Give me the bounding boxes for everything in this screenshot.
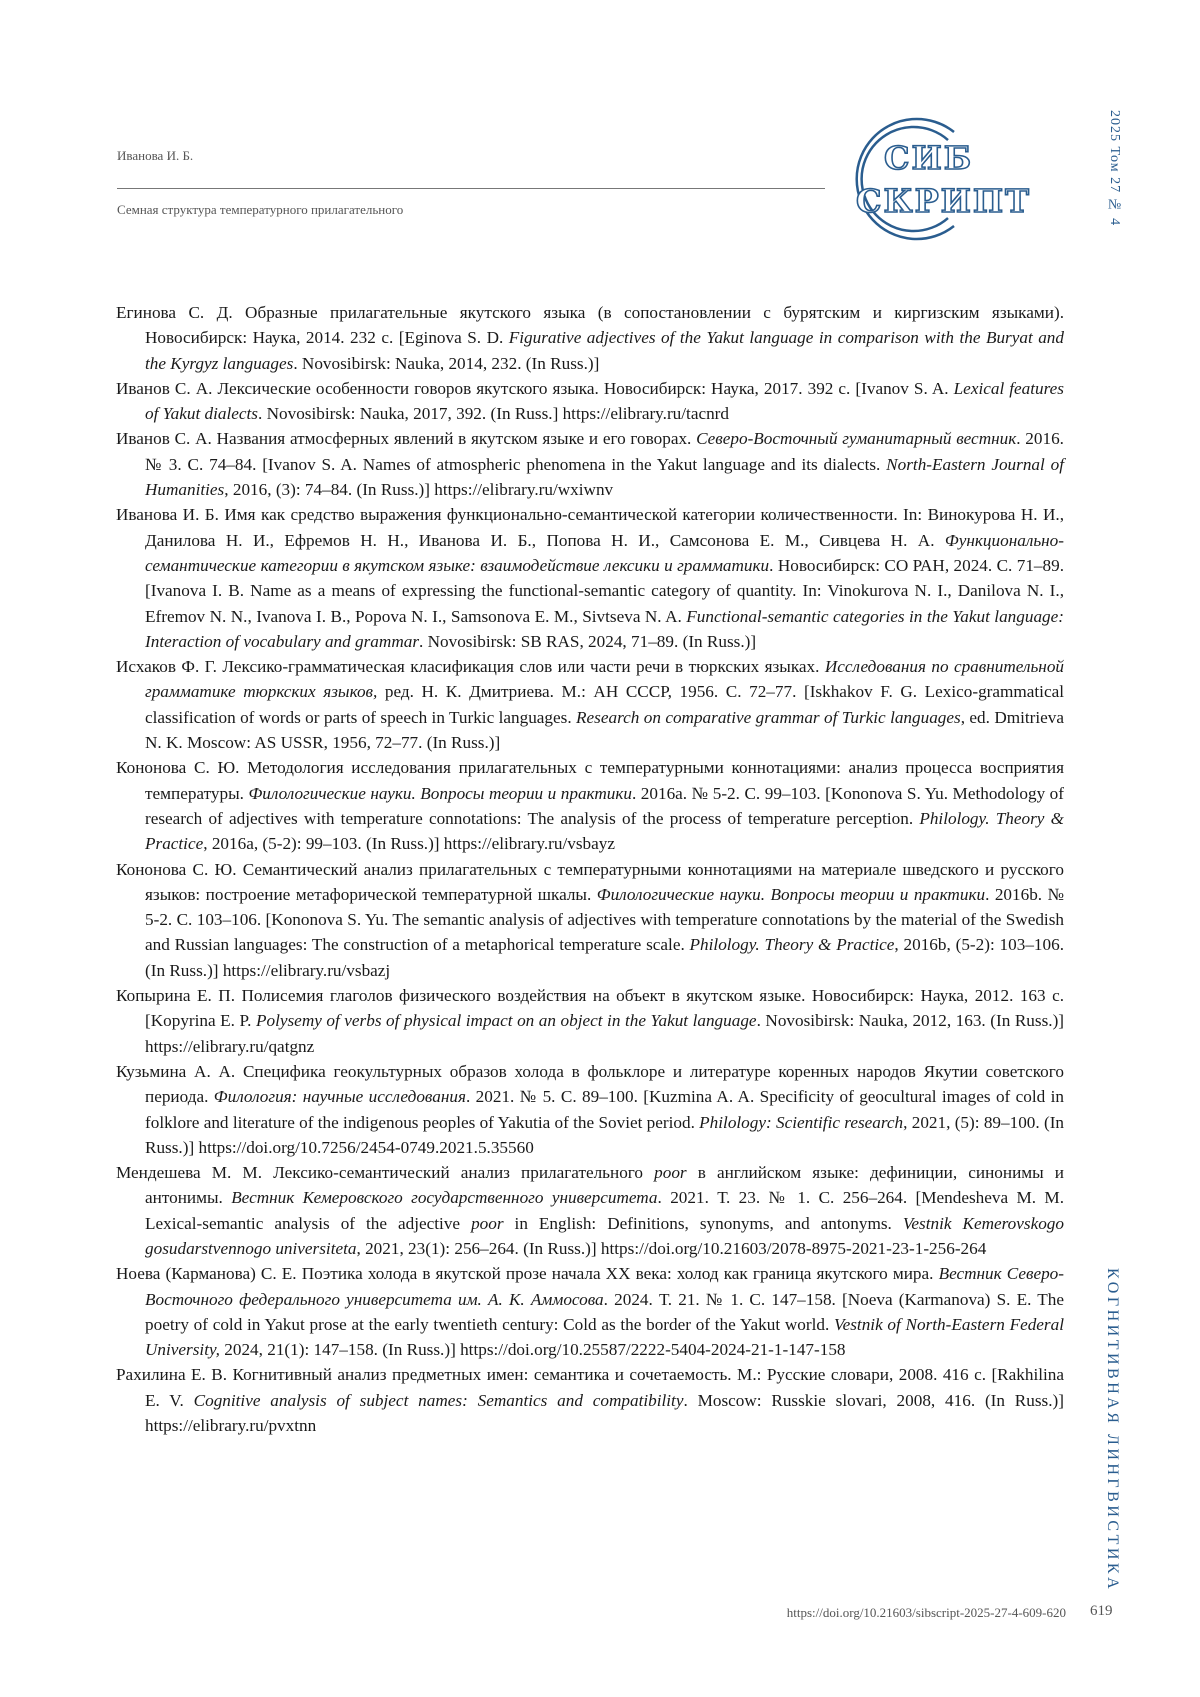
- reference-italic-text: Вестник Кемеровского государственного университета: [231, 1188, 658, 1208]
- reference-item: [116, 426, 1064, 502]
- reference-italic-text: Philology. Theory & Practice: [689, 935, 895, 955]
- reference-text: 2024, 21(1): 147–158. (In Russ.)] https://doi.org/10.25587/2222-5404-2024-21-1-147-158: [219, 1340, 846, 1360]
- reference-italic-text: Филологические науки. Вопросы теории и практики: [596, 884, 986, 904]
- logo-text-line1: СИБ: [884, 139, 974, 177]
- footer-doi[interactable]: https://doi.org/10.21603/sibscript-2025-27-4-609-620: [786, 1605, 1066, 1620]
- reference-italic-text: Lexical features of Yakut dialects: [145, 378, 1064, 424]
- reference-text: . 2024. Т. 21. № 1. С. 147–158. [Noeva (Karmanova) S. E. The poetry of cold in Yakut prose at the early twentieth century: Cold as the border of the Yakut world.: [145, 1289, 1064, 1334]
- reference-italic-text: Функционально-семантические категории в якутском языке: взаимодействие лексики и грамматики: [145, 530, 1064, 575]
- reference-item: [116, 1362, 1064, 1438]
- page-number: 619: [1090, 1603, 1113, 1619]
- reference-item: [116, 654, 1064, 755]
- running-header: [117, 148, 825, 218]
- section-sidebar: КОГНИТИВНАЯ ЛИНГВИСТИКА: [1104, 1268, 1121, 1593]
- reference-item: [116, 376, 1064, 427]
- reference-italic-text: Филология: научные исследования: [213, 1087, 466, 1107]
- reference-item: [116, 755, 1064, 856]
- reference-item: [116, 1059, 1064, 1160]
- reference-text: Кузьмина А. А. Специфика геокультурных образов холода в фольклоре и литературе коренных народов Якутии советского периода.: [116, 1061, 1064, 1107]
- reference-text: , ed. Dmitrieva N. K. Moscow: AS USSR, 1956, 72–77. (In Russ.)]: [145, 707, 1065, 753]
- reference-text: . Novosibirsk: Nauka, 2012, 163. (In Russ.)] https://elibrary.ru/qatgnz: [145, 1011, 1065, 1056]
- reference-text: Иванов С. А. Названия атмосферных явлений в якутском языке и его говорах.: [116, 429, 697, 449]
- reference-italic-text: Cognitive analysis of subject names: Semantics and compatibility: [193, 1390, 684, 1410]
- reference-italic-text: poor: [471, 1213, 504, 1233]
- reference-item: [116, 983, 1064, 1059]
- reference-text: Копырина Е. П. Полисемия глаголов физического воздействия на объект в якутском языке. Новосибирск: Наука, 2012. 163 с. [Kopyrina E. P.: [116, 986, 1064, 1031]
- reference-item: [116, 1160, 1064, 1261]
- reference-italic-text: Philology. Theory & Practice: [145, 808, 1064, 854]
- reference-italic-text: Филологические науки. Вопросы теории и практики: [248, 783, 632, 803]
- reference-text: Кононова С. Ю. Методология исследования прилагательных с температурными коннотациями: анализ процесса восприятия температуры.: [116, 758, 1064, 803]
- reference-italic-text: North-Eastern Journal of Humanities: [145, 454, 1064, 500]
- reference-text: Рахилина Е. В. Когнитивный анализ предметных имен: семантика и сочетаемость. М.: Русские словари, 2008. 416 с. [Rakhilina E. V.: [116, 1365, 1064, 1410]
- reference-text: , 2016b, (5-2): 103–106. (In Russ.)] https://elibrary.ru/vsbazj: [145, 935, 1064, 980]
- reference-text: . 2021. Т. 23. № 1. С. 256–264. [Mendesheva M. M. Lexical-semantic analysis of the adjective: [145, 1188, 1064, 1233]
- reference-text: . 2016b. № 5-2. С. 103–106. [Kononova S. Yu. The semantic analysis of adjectives with temperature connotations by the material of the Swedish and Russian languages: The construction of a metaphorical temperature scale.: [145, 884, 1064, 955]
- reference-text: Егинова С. Д. Образные прилагательные якутского языка (в сопостановлении с бурятским и киргизским языками). Новосибирск: Наука, 2014. 232 с. [Eginova S. D.: [116, 303, 1064, 348]
- reference-text: , 2021, 23(1): 256–264. (In Russ.)] https://doi.org/10.21603/2078-8975-2021-23-1-256-264: [356, 1238, 987, 1258]
- reference-text: , 2016a, (5-2): 99–103. (In Russ.)] https://elibrary.ru/vsbayz: [203, 834, 616, 854]
- reference-text: , 2016, (3): 74–84. (In Russ.)] https://elibrary.ru/wxiwnv: [224, 480, 614, 500]
- reference-italic-text: Исследования по сравнительной грамматике тюркских языков,: [145, 657, 1065, 702]
- reference-italic-text: Functional-semantic categories in the Yakut language: Interaction of vocabulary and grammar: [145, 606, 1064, 651]
- logo-graphic: [836, 110, 1076, 246]
- reference-text: . Novosibirsk: SB RAS, 2024, 71–89. (In Russ.)]: [419, 631, 757, 651]
- reference-text: in English: Definitions, synonyms, and antonyms.: [503, 1213, 903, 1233]
- reference-list: [116, 300, 1064, 1438]
- reference-text: Кононова С. Ю. Семантический анализ прилагательных с температурными коннотациями на материале шведского и русского языков: построение метафорической температурной шкалы.: [116, 859, 1064, 904]
- reference-italic-text: Северо-Восточный гуманитарный вестник: [696, 429, 1017, 449]
- journal-logo: [836, 110, 1076, 246]
- reference-italic-text: Figurative adjectives of the Yakut language in comparison with the Buryat and the Kyrgyz languages: [145, 328, 1064, 373]
- reference-text: . 2016. № 3. С. 74–84. [Ivanov S. A. Names of atmospheric phenomena in the Yakut language and its dialects.: [145, 429, 1064, 474]
- reference-text: Иванов С. А. Лексические особенности говоров якутского языка. Новосибирск: Наука, 2017. 392 с. [Ivanov S. A.: [116, 378, 954, 398]
- reference-text: Ноева (Карманова) С. Е. Поэтика холода в якутской прозе начала XX века: холод как граница якутского мира.: [116, 1264, 939, 1284]
- volume-info: 2025 Том 27 № 4: [1107, 110, 1122, 227]
- reference-italic-text: Vestnik of North-Eastern Federal University,: [145, 1314, 1064, 1360]
- reference-text: . 2021. № 5. С. 89–100. [Kuzmina A. A. Specificity of geocultural images of cold in folklore and literature of the indigenous peoples of Yakutia of the Soviet period.: [145, 1087, 1065, 1132]
- reference-text: , 2021, (5): 89–100. (In Russ.)] https://doi.org/10.7256/2454-0749.2021.5.35560: [145, 1112, 1065, 1157]
- reference-item: [116, 857, 1064, 983]
- logo-text-line2: СКРИПТ: [856, 182, 1031, 220]
- running-author: Иванова И. Б.: [117, 148, 194, 163]
- reference-italic-text: poor: [654, 1163, 687, 1183]
- running-section-title: Семная структура температурного прилагательного: [117, 202, 404, 217]
- reference-text: . Новосибирск: СО РАН, 2024. С. 71–89. [Ivanova I. B. Name as a means of expressing the functional-semantic category of quantity. In: Vinokurova N. I., Danilova N. I., Efremov N. N., Ivanova I. B., Popova N. I., Samsonova E. M., Sivtseva N. A.: [145, 555, 1064, 626]
- reference-text: Мендешева М. М. Лексико-семантический анализ прилагательного: [116, 1163, 655, 1183]
- reference-text: Исхаков Ф. Г. Лексико-грамматическая класификация слов или части речи в тюркских языках.: [116, 657, 825, 677]
- reference-italic-text: Philology: Scientific research: [699, 1112, 904, 1132]
- reference-item: [116, 300, 1064, 376]
- header-rule: [117, 188, 825, 189]
- reference-text: . Novosibirsk: Nauka, 2014, 232. (In Russ.)]: [293, 353, 600, 373]
- reference-text: в английском языке: дефиниции, синонимы и антонимы.: [145, 1163, 1064, 1208]
- reference-item: [116, 502, 1064, 654]
- reference-text: ред. Н. К. Дмитриева. М.: АН СССР, 1956. С. 72–77. [Iskhakov F. G. Lexico-grammatical classification of words or parts of speech in Turkic languages.: [145, 682, 1064, 727]
- reference-text: . 2016a. № 5-2. С. 99–103. [Kononova S. Yu. Methodology of research of adjectives with temperature connotations: The analysis of the process of temperature perception.: [145, 783, 1065, 828]
- reference-italic-text: Вестник Северо-Восточного федерального университета им. А. К. Аммосова: [145, 1264, 1065, 1309]
- reference-item: [116, 1261, 1064, 1362]
- reference-italic-text: Vestnik Kemerovskogo gosudarstvennogo universiteta: [145, 1213, 1064, 1258]
- reference-text: . Novosibirsk: Nauka, 2017, 392. (In Russ.] https://elibrary.ru/tacnrd: [258, 404, 729, 424]
- reference-italic-text: Polysemy of verbs of physical impact on an object in the Yakut language: [256, 1011, 757, 1031]
- reference-text: Иванова И. Б. Имя как средство выражения функционально-семантической категории количественности. In: Винокурова Н. И., Данилова Н. И., Ефремов Н. Н., Иванова И. Б., Попова Н. И., Самсонова Е. М., Сивцева Н. А.: [116, 505, 1064, 550]
- reference-text: . Moscow: Russkie slovari, 2008, 416. (In Russ.)] https://elibrary.ru/pvxtnn: [145, 1390, 1064, 1436]
- reference-italic-text: Research on comparative grammar of Turkic languages: [576, 707, 961, 727]
